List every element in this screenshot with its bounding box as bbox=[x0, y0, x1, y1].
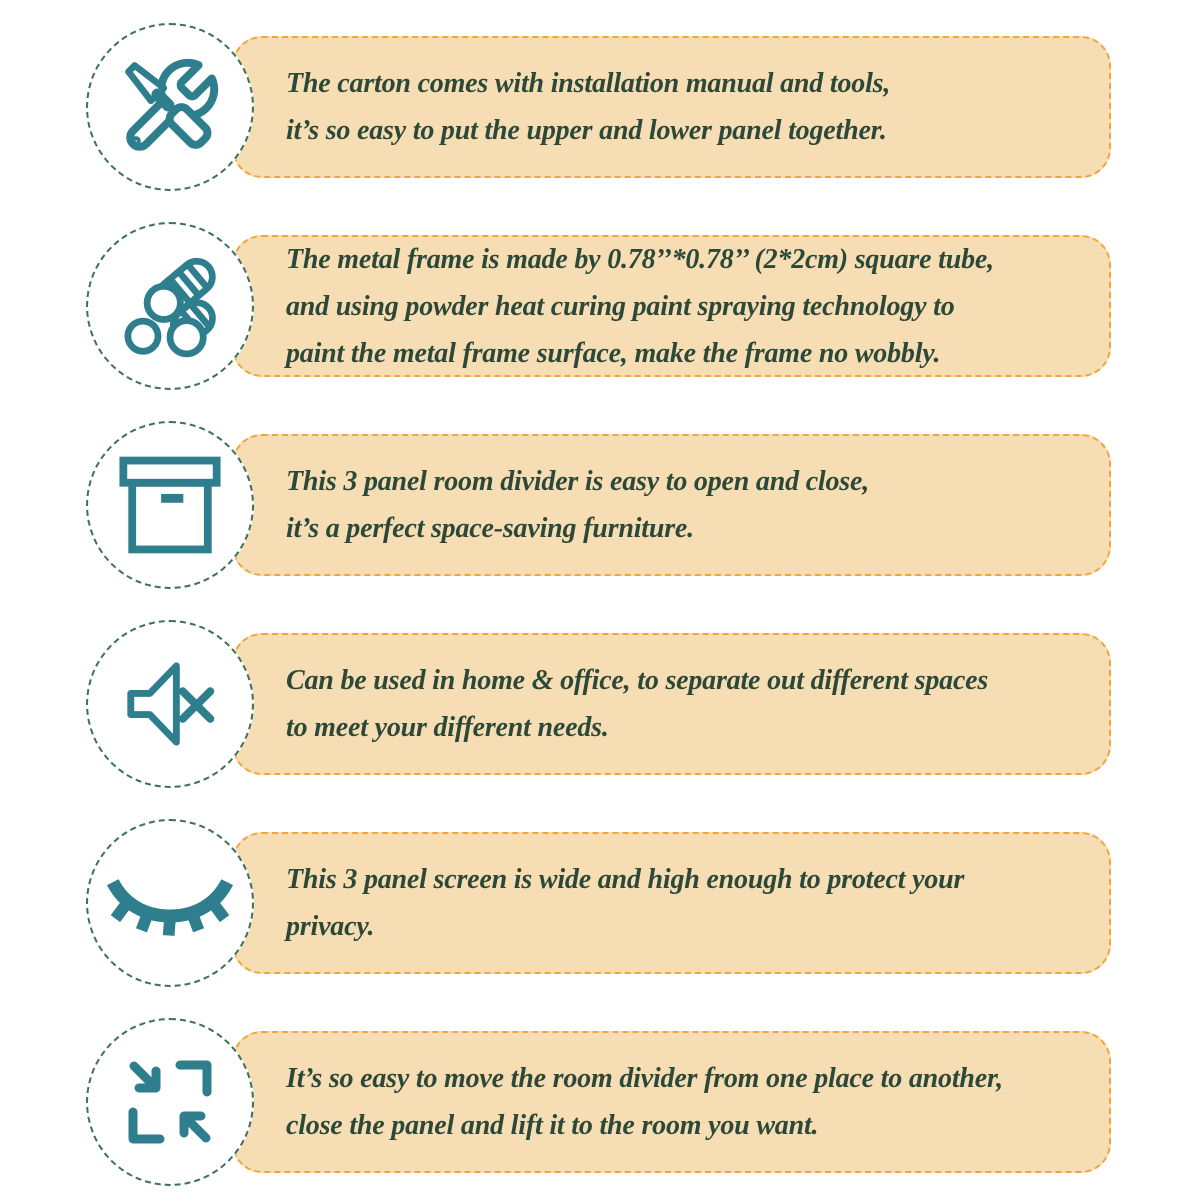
feature-text-line: and using powder heat curing paint spraying technology to bbox=[286, 290, 955, 322]
feature-panel bbox=[232, 235, 1111, 377]
feature-panel bbox=[232, 832, 1111, 974]
feature-text-line: to meet your different needs. bbox=[286, 712, 609, 743]
feature-text-line: it’s a perfect space-saving furniture. bbox=[286, 513, 694, 544]
closed-eye-icon bbox=[105, 864, 235, 942]
feature-row bbox=[0, 235, 1200, 377]
feature-icon-circle bbox=[86, 1018, 254, 1186]
feature-text-line: This 3 panel room divider is easy to open and close, bbox=[286, 466, 870, 497]
feature-text-line: Can be used in home & office, to separate out different spaces bbox=[286, 665, 989, 696]
speaker-mute-icon bbox=[117, 651, 223, 757]
feature-panel bbox=[232, 633, 1111, 775]
feature-panel bbox=[232, 434, 1111, 576]
feature-text-line: close the panel and lift it to the room you want. bbox=[286, 1110, 819, 1141]
collapse-arrows-icon bbox=[120, 1052, 220, 1152]
feature-icon-circle bbox=[86, 23, 254, 191]
feature-text-line: paint the metal frame surface, make the frame no wobbly. bbox=[286, 337, 941, 369]
feature-text-line: it’s so easy to put the upper and lower panel together. bbox=[286, 115, 887, 146]
feature-panel bbox=[232, 1031, 1111, 1173]
feature-row bbox=[0, 1031, 1200, 1173]
feature-row bbox=[0, 633, 1200, 775]
feature-icon-circle bbox=[86, 620, 254, 788]
carton-box-icon bbox=[114, 455, 226, 555]
feature-text-line: The metal frame is made by 0.78’’*0.78’’ (2*2cm) square tube, bbox=[286, 243, 994, 275]
feature-row bbox=[0, 434, 1200, 576]
feature-text-line: This 3 panel screen is wide and high enough to protect your bbox=[286, 864, 965, 895]
metal-tubes-icon bbox=[118, 254, 222, 358]
feature-row bbox=[0, 36, 1200, 178]
feature-row bbox=[0, 832, 1200, 974]
feature-icon-circle bbox=[86, 421, 254, 589]
feature-text-line: privacy. bbox=[286, 911, 375, 942]
feature-text-line: The carton comes with installation manual and tools, bbox=[286, 68, 891, 99]
tools-icon bbox=[117, 54, 223, 160]
feature-text-line: It’s so easy to move the room divider from one place to another, bbox=[286, 1063, 1003, 1094]
feature-panel bbox=[232, 36, 1111, 178]
feature-icon-circle bbox=[86, 819, 254, 987]
feature-icon-circle bbox=[86, 222, 254, 390]
